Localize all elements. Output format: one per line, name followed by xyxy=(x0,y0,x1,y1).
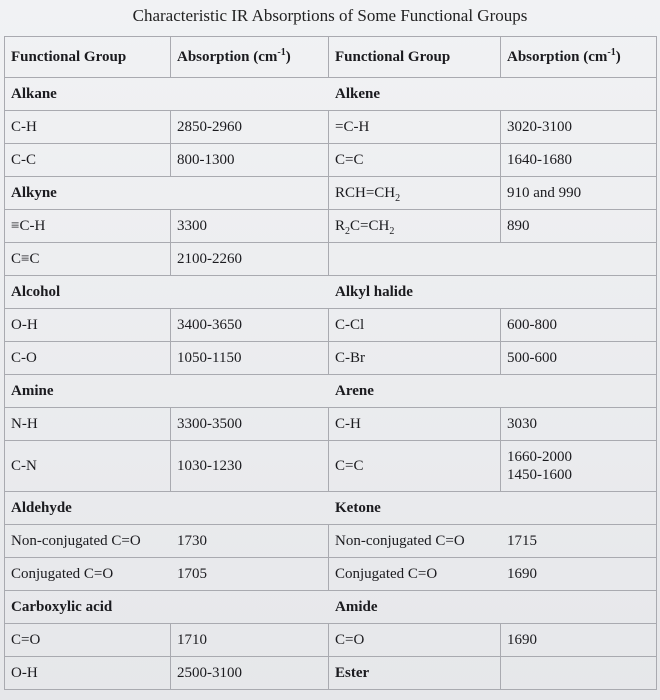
absorption-cell: 2100-2260 xyxy=(171,243,329,276)
table-row xyxy=(5,408,657,441)
functional-group-cell: $R_2C=CH_2$ xyxy=(329,210,501,243)
absorption-cell: 1050-1150 xyxy=(171,342,329,375)
header-functional-group-right: Functional Group xyxy=(329,37,501,78)
absorption-range-2: 1450-1600 xyxy=(507,467,572,483)
ir-absorption-table xyxy=(4,36,657,690)
functional-group-cell: Non-conjugated C=O xyxy=(329,525,501,558)
section-row xyxy=(5,375,657,408)
section-label-left: Alkyne xyxy=(5,177,329,210)
table-row xyxy=(5,243,657,276)
header-functional-group-left: Functional Group xyxy=(5,37,171,78)
absorption-cell: 1710 xyxy=(171,624,329,657)
absorption-cell: 800-1300 xyxy=(171,144,329,177)
absorption-cell: 1730 xyxy=(171,525,329,558)
functional-group-cell: C=O xyxy=(329,624,501,657)
functional-group-cell: C≡C xyxy=(5,243,171,276)
functional-group-cell: N-H xyxy=(5,408,171,441)
header-absorption-left: Absorption $(cm^{-1})$ xyxy=(171,37,329,78)
absorption-cell: 910 and 990 xyxy=(501,177,657,210)
table-row xyxy=(5,309,657,342)
table-row xyxy=(5,144,657,177)
absorption-cell: 1030-1230 xyxy=(171,441,329,492)
absorption-cell: 1705 xyxy=(171,558,329,591)
absorption-cell: 500-600 xyxy=(501,342,657,375)
functional-group-cell: =C-H xyxy=(329,111,501,144)
table-title: Characteristic IR Absorptions of Some Functional Groups xyxy=(132,6,528,25)
absorption-cell: 3300-3500 xyxy=(171,408,329,441)
absorption-cell: 1640-1680 xyxy=(501,144,657,177)
table-row xyxy=(5,624,657,657)
functional-group-cell: O-H xyxy=(5,309,171,342)
functional-group-cell: Conjugated C=O xyxy=(329,558,501,591)
functional-group-cell: O-H xyxy=(5,657,171,690)
section-label-left: Amine xyxy=(5,375,329,408)
functional-group-cell: C-O xyxy=(5,342,171,375)
section-label-left: Carboxylic acid xyxy=(5,591,329,624)
functional-group-cell: C-Br xyxy=(329,342,501,375)
section-row xyxy=(5,591,657,624)
absorption-cell: 890 xyxy=(501,210,657,243)
functional-group-cell: C-N xyxy=(5,441,171,492)
section-label-left: Alkane xyxy=(5,78,329,111)
section-label-left: Alcohol xyxy=(5,276,329,309)
table-row xyxy=(5,111,657,144)
functional-group-cell: C-Cl xyxy=(329,309,501,342)
absorption-cell: 1715 xyxy=(501,525,657,558)
absorption-range-1: 1660-2000 xyxy=(507,449,572,465)
table-row xyxy=(5,342,657,375)
section-row xyxy=(5,492,657,525)
functional-group-cell: C=O xyxy=(5,624,171,657)
absorption-cell: 2500-3100 xyxy=(171,657,329,690)
section-label-right: Arene xyxy=(329,375,657,408)
header-absorption-right: Absorption $(cm^{-1})$ xyxy=(501,37,657,78)
table-row xyxy=(5,210,657,243)
table-row xyxy=(5,177,657,210)
section-row xyxy=(5,78,657,111)
absorption-cell xyxy=(501,441,657,492)
section-label-right: Ester xyxy=(329,657,501,690)
absorption-cell: 3400-3650 xyxy=(171,309,329,342)
functional-group-cell: ≡C-H xyxy=(5,210,171,243)
section-label-right: Alkene xyxy=(329,78,657,111)
absorption-cell: 1690 xyxy=(501,624,657,657)
functional-group-cell: C=C xyxy=(329,441,501,492)
functional-group-cell: $RCH=CH_2$ xyxy=(329,177,501,210)
absorption-cell: 3300 xyxy=(171,210,329,243)
table-row xyxy=(5,441,657,492)
table-row xyxy=(5,657,657,690)
functional-group-cell: C-H xyxy=(329,408,501,441)
empty-cell xyxy=(329,243,657,276)
header-row xyxy=(5,37,657,78)
section-label-left: Aldehyde xyxy=(5,492,329,525)
absorption-cell: 2850-2960 xyxy=(171,111,329,144)
section-label-right: Amide xyxy=(329,591,657,624)
table-row xyxy=(5,525,657,558)
absorption-cell: 3030 xyxy=(501,408,657,441)
functional-group-cell: C-C xyxy=(5,144,171,177)
functional-group-cell: Conjugated C=O xyxy=(5,558,171,591)
section-label-right: Alkyl halide xyxy=(329,276,657,309)
absorption-cell xyxy=(501,657,657,690)
functional-group-cell: Non-conjugated C=O xyxy=(5,525,171,558)
section-label-right: Ketone xyxy=(329,492,657,525)
table-row xyxy=(5,558,657,591)
absorption-cell: 1690 xyxy=(501,558,657,591)
section-row xyxy=(5,276,657,309)
functional-group-cell: C=C xyxy=(329,144,501,177)
absorption-cell: 3020-3100 xyxy=(501,111,657,144)
functional-group-cell: C-H xyxy=(5,111,171,144)
absorption-cell: 600-800 xyxy=(501,309,657,342)
